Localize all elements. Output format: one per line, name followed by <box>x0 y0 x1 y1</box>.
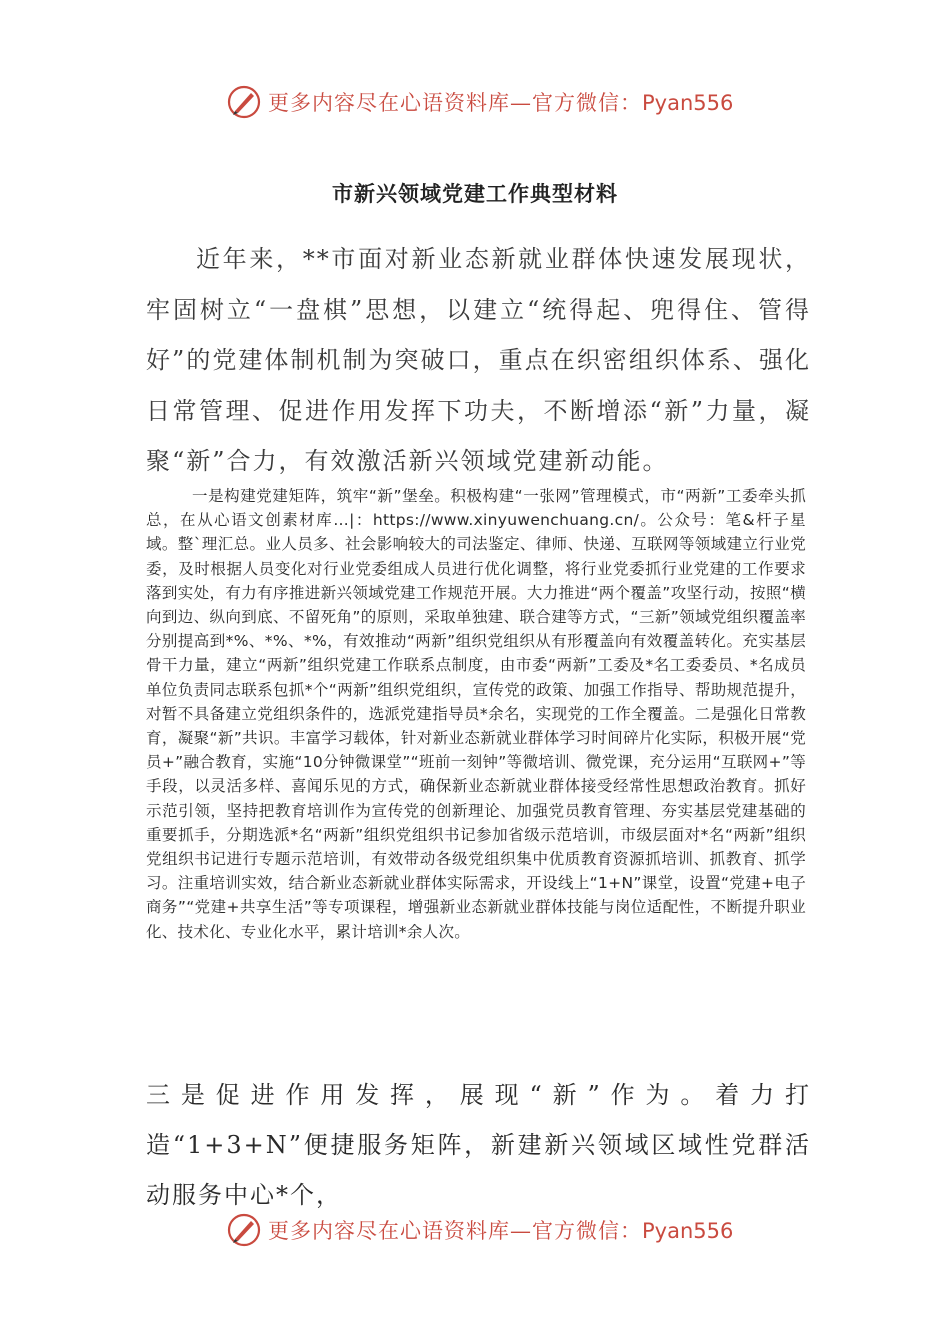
watermark-banner-bottom <box>226 1210 746 1250</box>
body-paragraph: 一是构建党建矩阵，筑牢“新”堡垒。积极构建“一张网”管理模式，市“两新”工委牵头抓总，在从心语文创素材库…|：https://www.xinyuwenchuang.cn/。公众号：笔&杆子星域。整`理汇总。业人员多、社会影响较大的司法鉴定、律师、快递、互联网等领域建立行业党委，及时根据人员变化对行业党委组成人员进行优化调整，将行业党委抓行业党建的工作要求落到实处，有力有序推进新兴领域党建工作规范开展。大力推进“两个覆盖”攻坚行动，按照“横向到边、纵向到底、不留死角”的原则，采取单独建、联合建等方式，“三新”领域党组织覆盖率分别提高到*%、*%、*%，有效推动“两新”组织党组织从有形覆盖向有效覆盖转化。充实基层骨干力量，建立“两新”组织党建工作联系点制度，由市委“两新”工委及*名工委委员、*名成员单位负责同志联系包抓*个“两新”组织党组织，宣传党的政策、加强工作指导、帮助规范提升，对暂不具备建立党组织条件的，选派党建指导员*余名，实现党的工作全覆盖。二是强化日常教育，凝聚“新”共识。丰富学习载体，针对新业态新就业群体学习时间碎片化实际，积极开展“党员+”融合教育，实施“10分钟微课堂”“班前一刻钟”等微培训、微党课，充分运用“互联网+”等手段，以灵活多样、喜闻乐见的方式，确保新业态新就业群体接受经常性思想政治教育。抓好示范引领，坚持把教育培训作为宣传党的创新理论、加强党员教育管理、夯实基层党建基础的重要抓手，分期选派*名“两新”组织党组织书记参加省级示范培训，市级层面对*名“两新”组织党组织书记进行专题示范培训，有效带动各级党组织集中优质教育资源抓培训、抓教育、抓学习。注重培训实效，结合新业态新就业群体实际需求，开设线上“1+N”课堂，设置“党建+电子商务”“党建+共享生活”等专项课程，增强新业态新就业群体技能与岗位适配性，不断提升职业化、技术化、专业化水平，累计培训*余人次。 <box>146 487 806 941</box>
pen-logo-icon <box>226 84 262 120</box>
lead-paragraph: 近年来，**市面对新业态新就业群体快速发展现状，牢固树立“一盘棋”思想，以建立“统得起、兜得住、管得好”的党建体制机制为突破口，重点在织密组织体系、强化日常管理、促进作用发挥下功夫，不断增添“新”力量，凝聚“新”合力，有效激活新兴领域党建新动能。 <box>146 245 811 475</box>
watermark-text: 更多内容尽在心语资料库—官方微信：Pyan556 <box>268 91 734 115</box>
watermark-text: 更多内容尽在心语资料库—官方微信：Pyan556 <box>268 1219 734 1243</box>
wechat-id: Pyan556 <box>642 1219 734 1243</box>
third-paragraph: 三是促进作用发挥，展现“新”作为。着力打造“1+3+N”便捷服务矩阵，新建新兴领域区域性党群活动服务中心*个， <box>146 1081 811 1209</box>
document-title: 市新兴领域党建工作典型材料 <box>332 182 618 206</box>
watermark-banner-top <box>226 82 746 122</box>
pen-logo-icon <box>226 1212 262 1248</box>
wechat-id: Pyan556 <box>642 91 734 115</box>
